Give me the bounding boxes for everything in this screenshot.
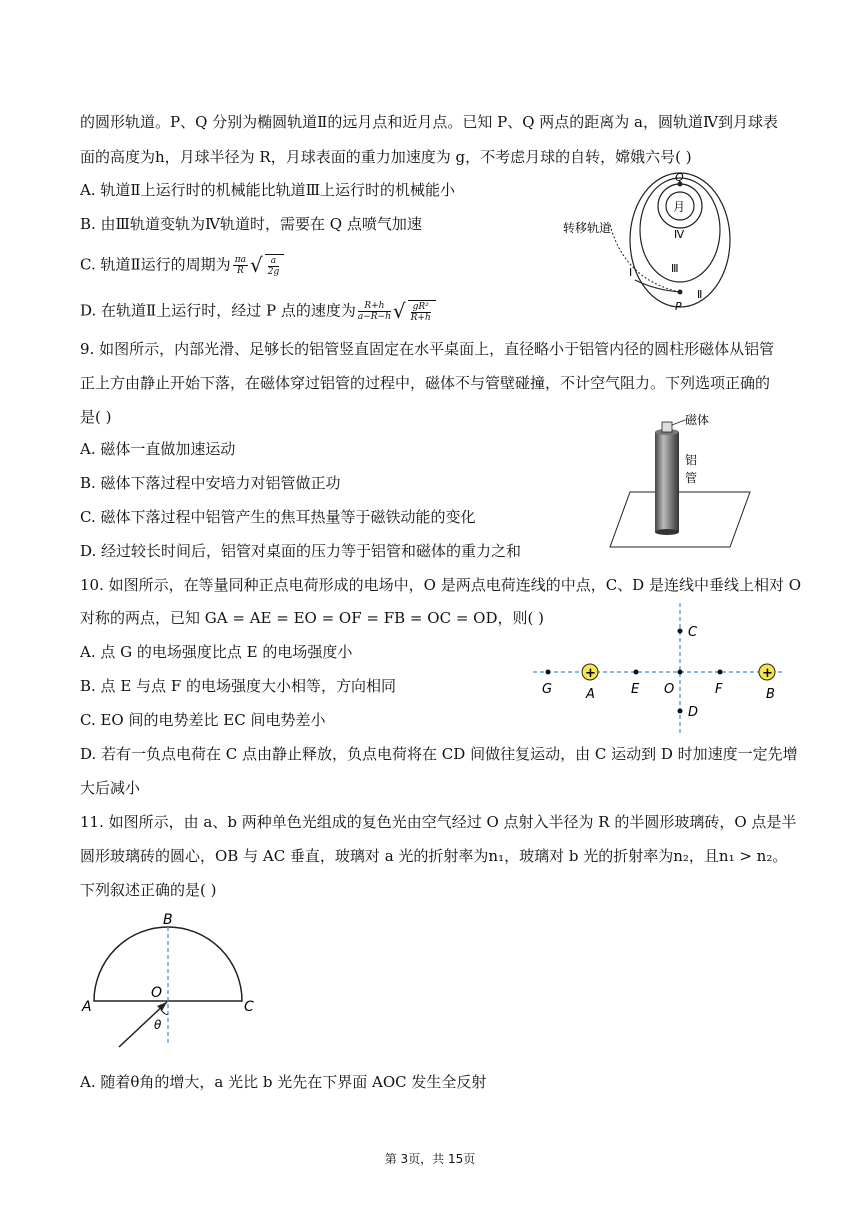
point-p <box>678 290 683 295</box>
q11-line-2: 圆形玻璃砖的圆心，OB 与 AC 垂直，玻璃对 a 光的折射率为n₁，玻璃对 b 光的折射率为n₂，且n₁ > n₂。 <box>80 847 788 865</box>
magnet <box>662 422 672 432</box>
label-iii: Ⅲ <box>671 262 679 275</box>
label-q: Q <box>675 171 684 184</box>
q9-option-b: B. 磁体下落过程中安培力对铝管做正功 <box>80 474 341 492</box>
label-transfer: 转移轨道 <box>563 221 612 235</box>
q8-line-1: 的圆形轨道。P、Q 分别为椭圆轨道Ⅱ的远月点和近月点。已知 P、Q 两点的距离为 a，圆轨道Ⅳ到月球表 <box>80 113 778 131</box>
label-magnet: 磁体 <box>685 413 710 427</box>
q9-option-d: D. 经过较长时间后，铝管对桌面的压力等于铝管和磁体的重力之和 <box>80 542 522 560</box>
q8-option-c-fraction: $\frac{\pi a}{R}$ <box>234 254 246 276</box>
q9-tube-figure <box>605 412 755 552</box>
q11-line-3: 下列叙述正确的是( ) <box>80 881 217 899</box>
q8-option-c: C. 轨道Ⅱ运行的周期为 $\frac{\pi a}{R}$ √ $\frac{a}{2g}$ <box>80 254 284 277</box>
point-g <box>546 670 551 675</box>
q11-option-a: A. 随着θ角的增大，a 光比 b 光先在下界面 AOC 发生全反射 <box>80 1073 487 1091</box>
magnet-pointer <box>672 420 685 425</box>
point-o <box>678 670 683 675</box>
q9-line-3: 是( ) <box>80 408 112 426</box>
label-al-1: 铝 <box>685 453 698 467</box>
q8-option-a: A. 轨道Ⅱ上运行时的机械能比轨道Ⅲ上运行时的机械能小 <box>80 181 456 199</box>
q8-orbit-figure <box>555 170 735 320</box>
label-moon: 月 <box>673 200 686 214</box>
q10-option-c: C. EO 间的电势差比 EC 间电势差小 <box>80 711 326 729</box>
label-a: A <box>82 999 92 1015</box>
q8-option-c-text: C. 轨道Ⅱ运行的周期为 <box>80 255 231 274</box>
transfer-orbit <box>610 225 680 292</box>
charge-a-sign: + <box>585 666 596 681</box>
table-surface <box>610 492 750 547</box>
label-a: A <box>586 687 595 702</box>
label-e: E <box>631 682 640 697</box>
point-c <box>678 629 683 634</box>
q11-semicircle-figure <box>75 910 275 1055</box>
label-d: D <box>688 705 699 720</box>
label-c: C <box>688 625 698 640</box>
q8-option-d-sqrt: $\frac{\text{gR²}}{R+h}$ <box>410 301 431 323</box>
label-b: B <box>163 912 173 928</box>
label-f: F <box>715 682 723 697</box>
q10-field-figure <box>530 598 790 738</box>
label-g: G <box>542 682 553 697</box>
label-theta: θ <box>154 1018 162 1032</box>
charge-b-sign: + <box>762 666 773 681</box>
label-o: O <box>151 985 163 1001</box>
q10-option-a: A. 点 G 的电场强度比点 E 的电场强度小 <box>80 643 353 661</box>
q9-option-a: A. 磁体一直做加速运动 <box>80 440 236 458</box>
q9-line-2: 正上方由静止开始下落，在磁体穿过铝管的过程中，磁体不与管壁碰撞，不计空气阻力。下列选项正确的 <box>80 374 771 392</box>
q10-line-2: 对称的两点，已知 GA = AE = EO = OF = FB = OC = OD，则( ) <box>80 609 544 627</box>
q10-line-1: 10. 如图所示，在等量同种正点电荷形成的电场中，O 是两点电荷连线的中点，C、D 是连线中垂线上相对 O <box>80 576 802 594</box>
point-f <box>718 670 723 675</box>
q8-option-d: D. 在轨道Ⅱ上运行时，经过 P 点的速度为 $\frac{R+h}{a-R-h}$ √ $\frac{\text{gR²}}{R+h}$ <box>80 300 436 323</box>
q8-line-2: 面的高度为h，月球半径为 R，月球表面的重力加速度为 g，不考虑月球的自转，嫦娥六号( ) <box>80 148 692 166</box>
label-al-2: 管 <box>685 471 698 485</box>
q10-option-d-2: 大后减小 <box>80 779 141 797</box>
label-i: Ⅰ <box>629 266 633 279</box>
point-d <box>678 709 683 714</box>
label-iv: Ⅳ <box>674 228 685 241</box>
q10-option-b: B. 点 E 与点 F 的电场强度大小相等，方向相同 <box>80 677 396 695</box>
label-c: C <box>244 999 254 1015</box>
q8-option-d-fraction: $\frac{R+h}{a-R-h}$ <box>357 300 391 322</box>
tube-bottom <box>655 529 679 535</box>
label-o: O <box>664 682 675 697</box>
point-e <box>634 670 639 675</box>
page-footer: 第 3页，共 15页 <box>384 1152 476 1166</box>
label-p: P <box>675 300 682 313</box>
q8-option-c-sqrt: $\frac{a}{2g}$ <box>267 255 280 277</box>
q8-option-b: B. 由Ⅲ轨道变轨为Ⅳ轨道时，需要在 Q 点喷气加速 <box>80 215 422 233</box>
q8-option-d-text: D. 在轨道Ⅱ上运行时，经过 P 点的速度为 <box>80 301 356 320</box>
aluminium-tube <box>655 432 679 532</box>
angle-arc <box>161 1010 168 1015</box>
label-b: B <box>766 687 775 702</box>
q11-line-1: 11. 如图所示，由 a、b 两种单色光组成的复色光由空气经过 O 点射入半径为 R 的半圆形玻璃砖，O 点是半 <box>80 813 797 831</box>
q10-option-d-1: D. 若有一负点电荷在 C 点由静止释放，负点电荷将在 CD 间做往复运动，由 C 运动到 D 时加速度一定先增 <box>80 745 798 763</box>
q9-option-c: C. 磁体下落过程中铝管产生的焦耳热量等于磁铁动能的变化 <box>80 508 476 526</box>
label-ii: Ⅱ <box>697 288 703 301</box>
q9-line-1: 9. 如图所示，内部光滑、足够长的铝管竖直固定在水平桌面上，直径略小于铝管内径的圆柱形磁体从铝管 <box>80 340 775 358</box>
